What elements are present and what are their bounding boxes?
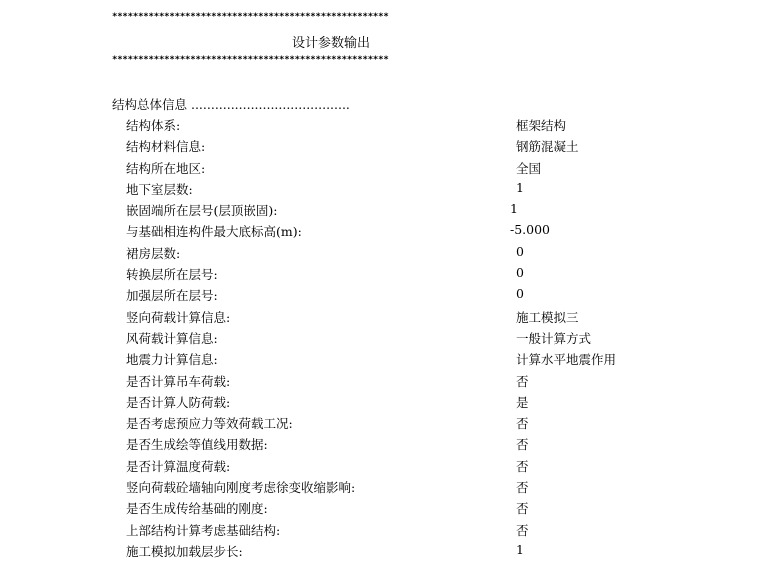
parameter-label: 结构材料信息: [126, 139, 206, 155]
parameter-row [0, 542, 760, 563]
parameter-label: 是否计算人防荷载: [126, 394, 231, 410]
parameter-value: 是 [516, 394, 529, 410]
parameter-row [0, 201, 760, 222]
parameter-row [0, 180, 760, 201]
parameter-value: 否 [516, 501, 529, 517]
parameter-value: 否 [516, 416, 529, 432]
parameter-row [0, 521, 760, 542]
parameter-label: 是否计算温度荷载: [126, 458, 231, 474]
parameter-row [0, 308, 760, 329]
document-title: 设计参数输出 [292, 36, 371, 51]
parameter-value: 0 [516, 286, 524, 302]
parameter-label: 是否生成绘等值线用数据: [126, 437, 268, 453]
parameter-value: 否 [516, 522, 529, 538]
parameter-row [0, 414, 760, 435]
parameter-value: 否 [516, 480, 529, 496]
parameter-row [0, 116, 760, 137]
parameter-value: 全国 [516, 160, 542, 176]
parameter-value: 1 [510, 201, 518, 217]
parameter-row [0, 265, 760, 286]
parameter-label: 转换层所在层号: [126, 267, 218, 283]
parameter-row [0, 457, 760, 478]
parameter-row [0, 159, 760, 180]
parameter-value: 0 [516, 243, 524, 259]
parameter-row [0, 393, 760, 414]
parameter-value: 一般计算方式 [516, 330, 592, 346]
parameter-value: 施工模拟三 [516, 309, 579, 325]
parameter-row [0, 499, 760, 520]
parameter-row [0, 372, 760, 393]
parameter-label: 是否生成传给基础的刚度: [126, 501, 268, 517]
parameter-label: 竖向荷载计算信息: [126, 309, 231, 325]
parameter-label: 加强层所在层号: [126, 288, 218, 304]
section-heading: 结构总体信息 ........................................ [112, 97, 350, 112]
parameter-label: 裙房层数: [126, 245, 181, 261]
parameter-row [0, 222, 760, 243]
parameter-value: 否 [516, 437, 529, 453]
separator-top: ***************************************************** [112, 12, 389, 22]
parameter-list [0, 116, 760, 563]
parameter-row [0, 350, 760, 371]
parameter-row [0, 478, 760, 499]
separator-bottom: ***************************************************** [112, 55, 389, 65]
parameter-row [0, 137, 760, 158]
parameter-row [0, 286, 760, 307]
parameter-label: 地震力计算信息: [126, 352, 218, 368]
parameter-label: 是否计算吊车荷载: [126, 373, 231, 389]
parameter-label: 地下室层数: [126, 181, 193, 197]
parameter-label: 嵌固端所在层号(层顶嵌固): [126, 203, 278, 219]
parameter-label: 是否考虑预应力等效荷载工况: [126, 416, 293, 432]
parameter-label: 结构体系: [126, 118, 181, 133]
parameter-label: 上部结构计算考虑基础结构: [126, 522, 281, 538]
parameter-value: 框架结构 [516, 118, 567, 133]
parameter-row [0, 435, 760, 456]
parameter-label: 施工模拟加载层步长: [126, 543, 243, 559]
parameter-value: 钢筋混凝土 [516, 139, 579, 155]
parameter-row [0, 329, 760, 350]
parameter-value: 0 [516, 265, 524, 281]
parameter-value: 1 [516, 541, 524, 557]
parameter-value: 否 [516, 373, 529, 389]
parameter-row [0, 244, 760, 265]
parameter-value: -5.000 [510, 222, 551, 238]
parameter-value: 否 [516, 458, 529, 474]
parameter-label: 风荷载计算信息: [126, 330, 218, 346]
parameter-label: 结构所在地区: [126, 160, 206, 176]
parameter-label: 与基础相连构件最大底标高(m): [126, 224, 302, 240]
parameter-value: 1 [516, 179, 524, 195]
parameter-label: 竖向荷载砼墙轴向刚度考虑徐变收缩影响: [126, 480, 356, 496]
parameter-value: 计算水平地震作用 [516, 352, 617, 368]
